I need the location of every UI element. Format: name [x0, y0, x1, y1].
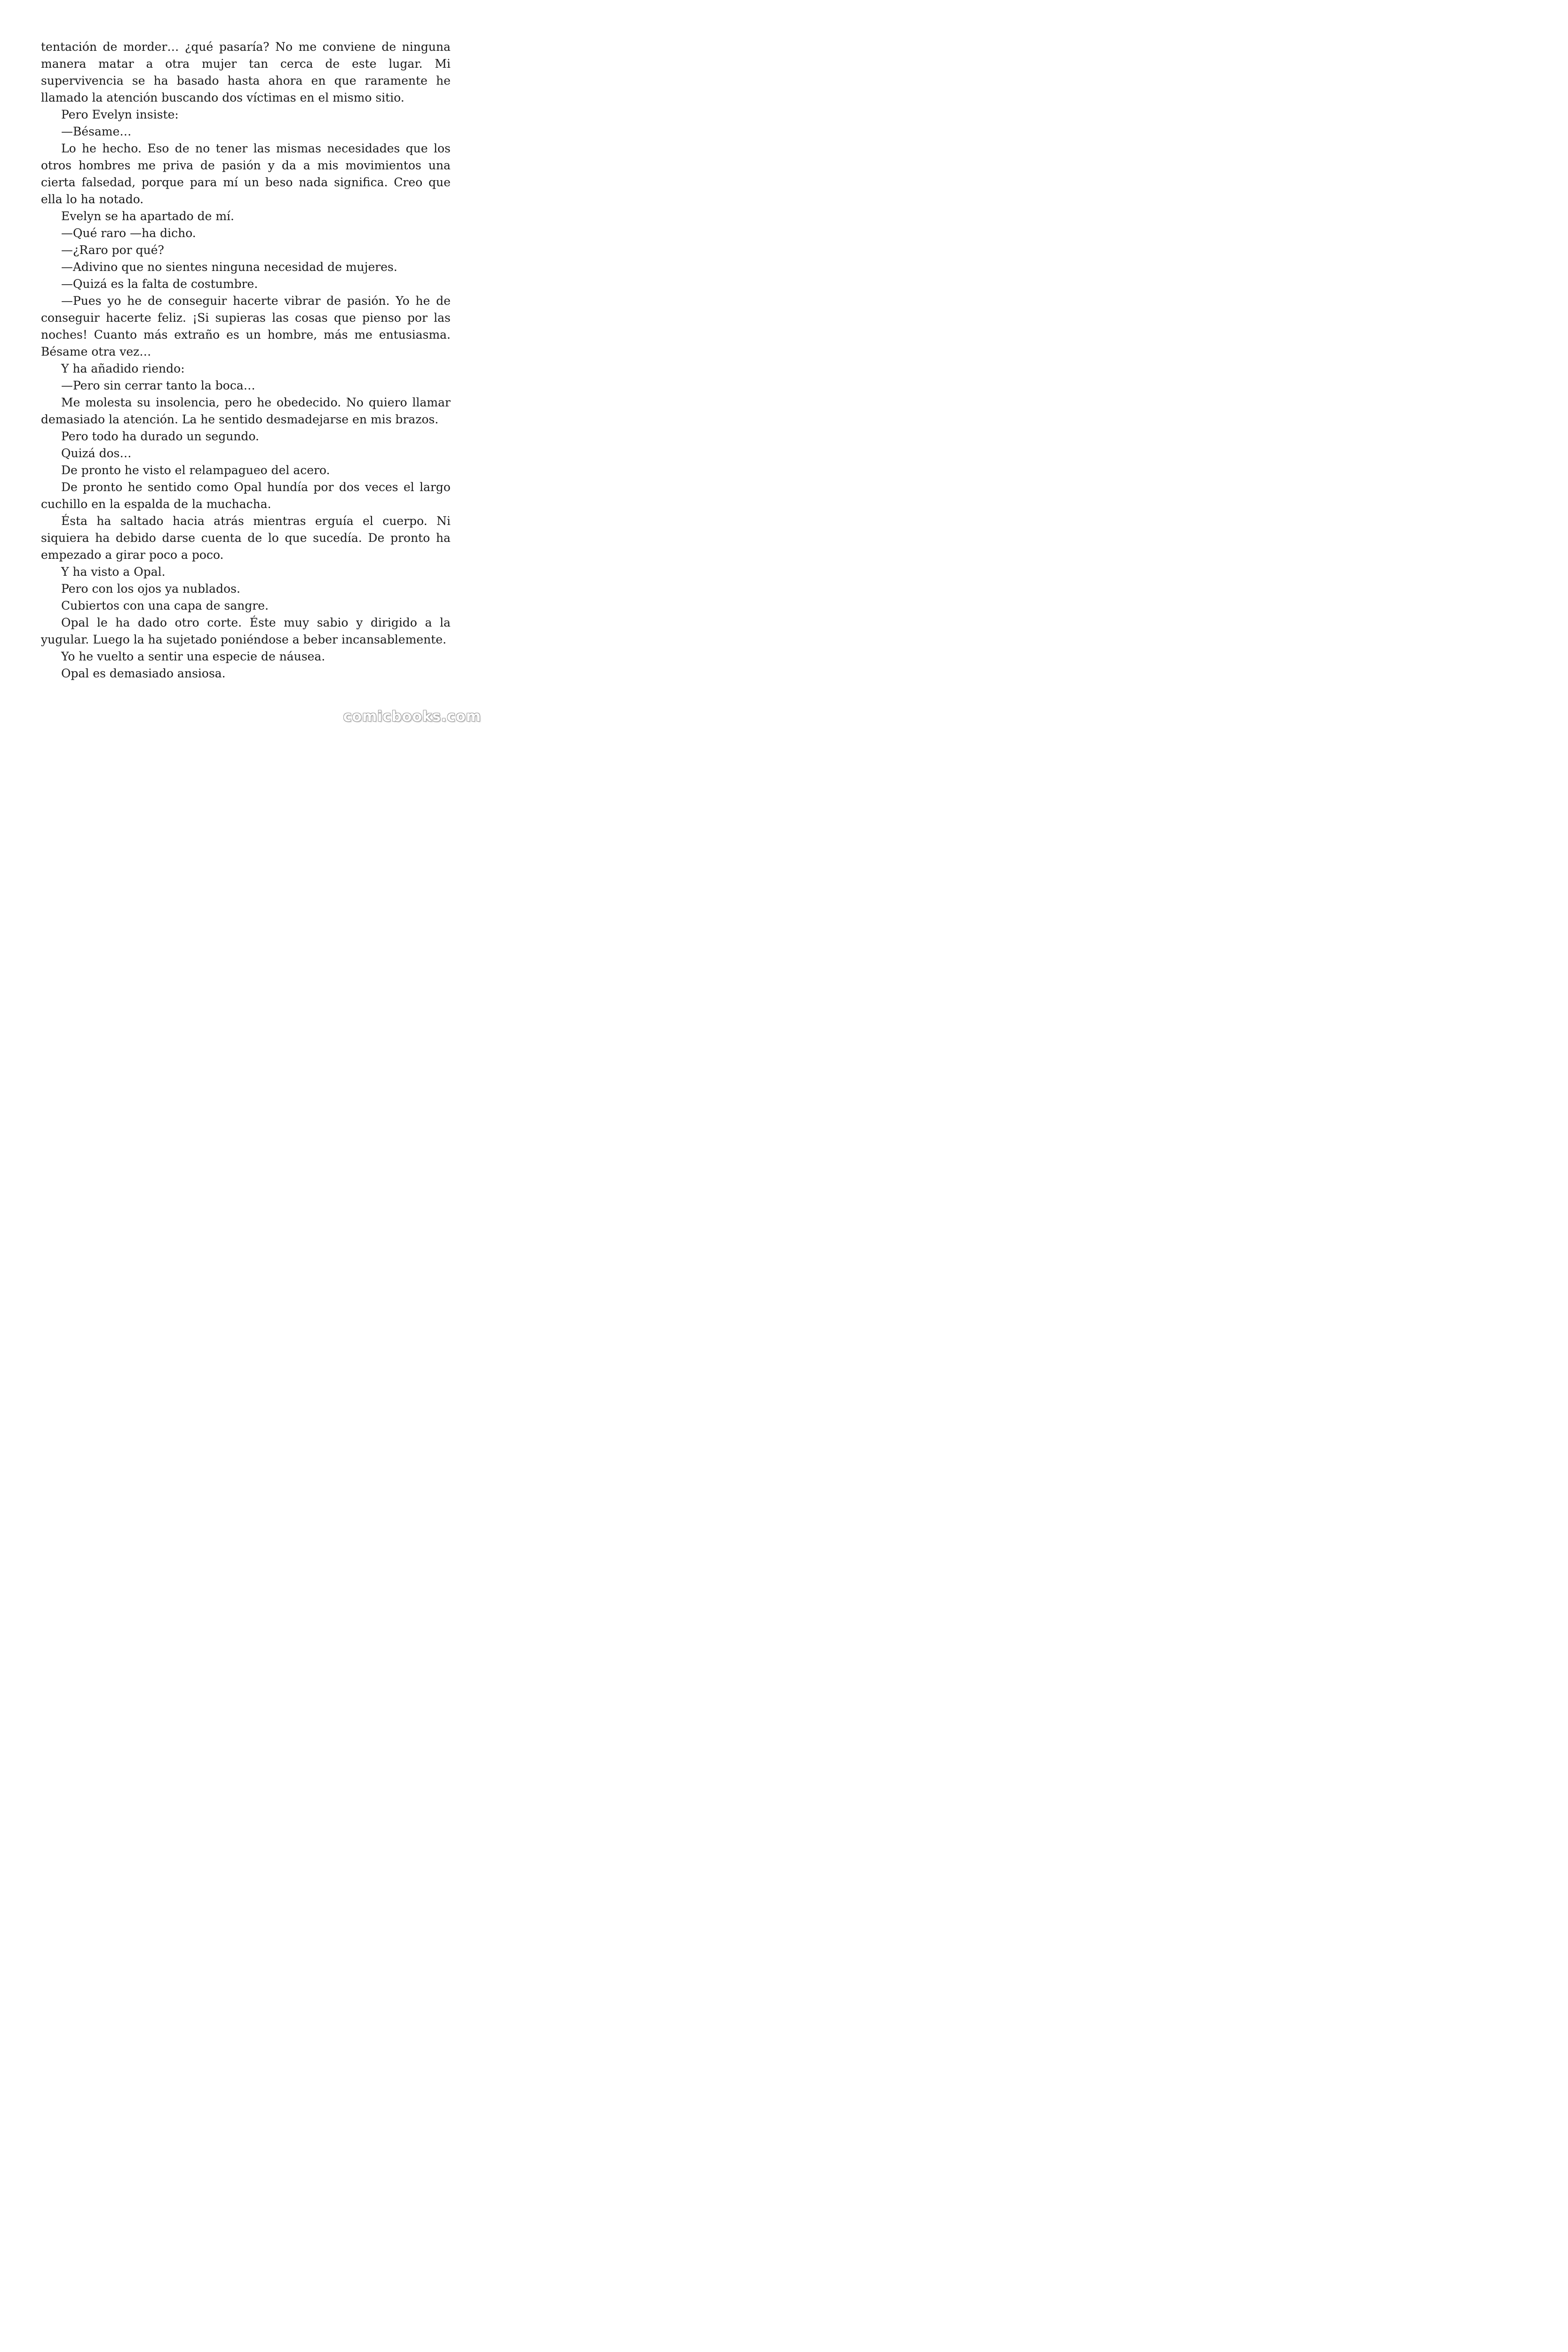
paragraph: Opal le ha dado otro corte. Éste muy sabio y dirigido a la yugular. Luego la ha sujetado poniéndose a beber incansablemente.	[41, 616, 451, 646]
paragraph: —Quizá es la falta de costumbre.	[61, 277, 258, 291]
paragraph: Pero Evelyn insiste:	[61, 108, 179, 121]
paragraph: Pero todo ha durado un segundo.	[61, 429, 259, 443]
paragraph: Y ha añadido riendo:	[61, 362, 185, 375]
paragraph: De pronto he sentido como Opal hundía por dos veces el largo cuchillo en la espalda de la muchacha.	[41, 480, 451, 511]
paragraph: Y ha visto a Opal.	[61, 565, 166, 579]
paragraph: —¿Raro por qué?	[61, 243, 164, 257]
paragraph: —Qué raro —ha dicho.	[61, 226, 196, 240]
paragraph: Lo he hecho. Eso de no tener las mismas necesidades que los otros hombres me priva de pasión y da a mis movimientos una cierta falsedad, porque para mí un beso nada significa. Creo que ella lo ha notado.	[41, 142, 451, 206]
page-body	[41, 39, 451, 682]
paragraph: Pero con los ojos ya nublados.	[61, 582, 240, 596]
paragraph: Evelyn se ha apartado de mí.	[61, 209, 234, 223]
paragraph: Quizá dos…	[61, 446, 132, 460]
paragraph: —Pero sin cerrar tanto la boca…	[61, 379, 255, 392]
paragraph: —Bésame…	[61, 125, 132, 138]
paragraph: —Adivino que no sientes ninguna necesidad de mujeres.	[61, 260, 397, 274]
paragraph: Opal es demasiado ansiosa.	[61, 667, 226, 680]
paragraph: Me molesta su insolencia, pero he obedecido. No quiero llamar demasiado la atención. La he sentido desmadejarse en mis brazos.	[41, 396, 451, 426]
paragraph: Ésta ha saltado hacia atrás mientras erguía el cuerpo. Ni siquiera ha debido darse cuenta de lo que sucedía. De pronto ha empezado a girar poco a poco.	[41, 514, 451, 562]
paragraph: Cubiertos con una capa de sangre.	[61, 599, 269, 612]
watermark: comicbooks.com	[343, 708, 481, 725]
paragraph: tentación de morder… ¿qué pasaría? No me conviene de ninguna manera matar a otra mujer tan cerca de este lugar. Mi supervivencia se ha basado hasta ahora en que raramente he llamado la atención buscando dos víctimas en el mismo sitio.	[41, 40, 451, 104]
paragraph: —Pues yo he de conseguir hacerte vibrar de pasión. Yo he de conseguir hacerte feliz. ¡Si supieras las cosas que pienso por las noches! Cuanto más extraño es un hombre, más me entusiasma. Bésame otra vez…	[41, 294, 451, 358]
paragraph: Yo he vuelto a sentir una especie de náusea.	[61, 650, 325, 663]
paragraph: De pronto he visto el relampagueo del acero.	[61, 463, 330, 477]
